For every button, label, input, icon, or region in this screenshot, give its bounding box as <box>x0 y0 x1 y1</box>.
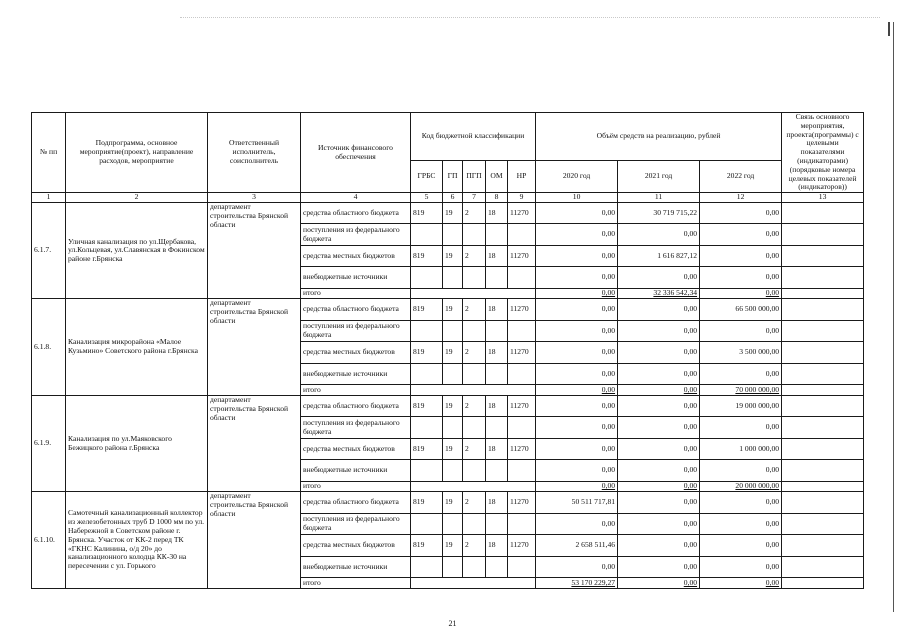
code-gp <box>443 267 463 289</box>
code-om: 18 <box>486 245 508 267</box>
code-pgp: 2 <box>463 492 486 514</box>
amount-2021: 0,00 <box>618 556 700 578</box>
code-gp: 19 <box>443 395 463 417</box>
amount-2020: 0,00 <box>536 438 618 460</box>
amount-2020: 50 511 717,81 <box>536 492 618 514</box>
table-row <box>32 492 864 514</box>
amount-2020: 0,00 <box>536 556 618 578</box>
indicator-link <box>782 224 864 246</box>
code-np: 11270 <box>508 395 536 417</box>
amount-2022: 0,00 <box>700 417 782 439</box>
indicator-link <box>782 288 864 299</box>
code-np <box>508 267 536 289</box>
code-pgp: 2 <box>463 245 486 267</box>
funding-source: средства областного бюджета <box>301 299 411 321</box>
code-np: 11270 <box>508 299 536 321</box>
scan-top-edge-specks <box>180 17 880 21</box>
total-2020: 0,00 <box>536 385 618 396</box>
header-code-group: Код бюджетной классификации <box>411 113 536 161</box>
amount-2022: 66 500 000,00 <box>700 299 782 321</box>
column-number: 2 <box>66 193 208 203</box>
column-number: 5 <box>411 193 443 203</box>
code-pgp <box>463 556 486 578</box>
indicator-link <box>782 395 864 417</box>
column-number: 9 <box>508 193 536 203</box>
indicator-link <box>782 299 864 321</box>
code-gp <box>443 513 463 535</box>
amount-2022: 0,00 <box>700 245 782 267</box>
code-gp: 19 <box>443 245 463 267</box>
code-grbs: 819 <box>411 438 443 460</box>
funding-source: поступления из федерального бюджета <box>301 513 411 535</box>
amount-2020: 0,00 <box>536 267 618 289</box>
code-pgp: 2 <box>463 202 486 224</box>
funding-source: средства областного бюджета <box>301 492 411 514</box>
total-label: итого <box>301 288 411 299</box>
code-gp <box>443 556 463 578</box>
code-pgp <box>463 267 486 289</box>
amount-2021: 0,00 <box>618 342 700 364</box>
amount-2020: 0,00 <box>536 417 618 439</box>
column-number: 8 <box>486 193 508 203</box>
code-np: 11270 <box>508 535 536 557</box>
code-np <box>508 513 536 535</box>
code-gp <box>443 363 463 385</box>
column-number: 7 <box>463 193 486 203</box>
code-gp: 19 <box>443 202 463 224</box>
amount-2021: 0,00 <box>618 513 700 535</box>
code-gp: 19 <box>443 535 463 557</box>
code-grbs: 819 <box>411 492 443 514</box>
code-om: 18 <box>486 342 508 364</box>
code-pgp: 2 <box>463 299 486 321</box>
header-2020: 2020 год <box>536 161 618 193</box>
amount-2021: 30 719 715,22 <box>618 202 700 224</box>
code-om: 18 <box>486 395 508 417</box>
code-om: 18 <box>486 438 508 460</box>
column-number: 13 <box>782 193 864 203</box>
header-num: № пп <box>32 113 66 193</box>
column-number: 1 <box>32 193 66 203</box>
amount-2020: 0,00 <box>536 202 618 224</box>
header-2021: 2021 год <box>618 161 700 193</box>
amount-2021: 0,00 <box>618 267 700 289</box>
code-grbs <box>411 556 443 578</box>
indicator-link <box>782 481 864 492</box>
code-om <box>486 460 508 482</box>
amount-2022: 0,00 <box>700 460 782 482</box>
row-number: 6.1.9. <box>32 395 66 492</box>
total-2022: 0,00 <box>700 578 782 589</box>
code-grbs <box>411 417 443 439</box>
total-2021: 0,00 <box>618 481 700 492</box>
amount-2022: 19 000 000,00 <box>700 395 782 417</box>
amount-2022: 0,00 <box>700 224 782 246</box>
measure-name: Канализация микрорайона «Малое Кузьмино» Советского района г.Брянска <box>66 299 208 396</box>
code-pgp <box>463 320 486 342</box>
executor: департамент строительства Брянской области <box>208 492 301 589</box>
code-om <box>486 513 508 535</box>
code-gp <box>443 460 463 482</box>
funding-source: поступления из федерального бюджета <box>301 224 411 246</box>
code-pgp <box>463 417 486 439</box>
budget-table <box>31 112 864 589</box>
header-volume-group: Объём средств на реализацию, рублей <box>536 113 782 161</box>
code-gp: 19 <box>443 342 463 364</box>
amount-2020: 0,00 <box>536 342 618 364</box>
total-label: итого <box>301 481 411 492</box>
funding-source: средства областного бюджета <box>301 202 411 224</box>
header-pgp: ПГП <box>463 161 486 193</box>
code-pgp <box>463 513 486 535</box>
indicator-link <box>782 556 864 578</box>
amount-2020: 0,00 <box>536 320 618 342</box>
funding-source: внебюджетные источники <box>301 267 411 289</box>
header-gp: ГП <box>443 161 463 193</box>
indicator-link <box>782 417 864 439</box>
page-number: 21 <box>448 619 457 628</box>
funding-source: внебюджетные источники <box>301 363 411 385</box>
code-gp: 19 <box>443 299 463 321</box>
column-number-row <box>32 193 864 203</box>
code-om: 18 <box>486 299 508 321</box>
indicator-link <box>782 363 864 385</box>
amount-2021: 0,00 <box>618 492 700 514</box>
total-codes <box>411 578 536 589</box>
executor: департамент строительства Брянской области <box>208 299 301 396</box>
header-source: Источник финансового обеспечения <box>301 113 411 193</box>
indicator-link <box>782 535 864 557</box>
amount-2021: 1 616 827,12 <box>618 245 700 267</box>
funding-source: внебюджетные источники <box>301 460 411 482</box>
code-pgp: 2 <box>463 395 486 417</box>
funding-source: поступления из федерального бюджета <box>301 320 411 342</box>
header-link: Связь основного мероприятия, проекта(программы) с целевыми показателями (индикаторами) (порядковые номера целевых показателей (индикаторов)) <box>782 113 864 193</box>
scan-right-edge-line <box>893 22 894 612</box>
amount-2022: 0,00 <box>700 492 782 514</box>
funding-source: средства местных бюджетов <box>301 342 411 364</box>
amount-2020: 0,00 <box>536 395 618 417</box>
header-program: Подпрограмма, основное мероприятие(проект), направление расходов, мероприятие <box>66 113 208 193</box>
amount-2022: 0,00 <box>700 320 782 342</box>
row-number: 6.1.7. <box>32 202 66 299</box>
column-number: 3 <box>208 193 301 203</box>
code-om <box>486 224 508 246</box>
funding-source: средства местных бюджетов <box>301 245 411 267</box>
funding-source: средства областного бюджета <box>301 395 411 417</box>
header-row-1 <box>32 113 864 161</box>
indicator-link <box>782 492 864 514</box>
table-row <box>32 299 864 321</box>
code-np <box>508 556 536 578</box>
column-number: 4 <box>301 193 411 203</box>
measure-name: Канализация по ул.Маяковского Бежицкого района г.Брянска <box>66 395 208 492</box>
indicator-link <box>782 385 864 396</box>
table-row <box>32 395 864 417</box>
column-number: 6 <box>443 193 463 203</box>
indicator-link <box>782 267 864 289</box>
code-pgp <box>463 224 486 246</box>
code-grbs: 819 <box>411 245 443 267</box>
funding-source: внебюджетные источники <box>301 556 411 578</box>
indicator-link <box>782 320 864 342</box>
code-grbs <box>411 224 443 246</box>
amount-2022: 0,00 <box>700 556 782 578</box>
code-grbs: 819 <box>411 202 443 224</box>
measure-name: Самотечный канализационный коллектор из железобетонных труб D 1000 мм по ул. Набережной в Советском районе г. Брянска. Участок от КК-2 перед ТК «ГКНС Калинина, о/д 20» до канализационного колодца КК-30 на пересечении с ул. Горького <box>66 492 208 589</box>
column-number: 11 <box>618 193 700 203</box>
code-np: 11270 <box>508 438 536 460</box>
header-om: ОМ <box>486 161 508 193</box>
code-gp: 19 <box>443 438 463 460</box>
total-codes <box>411 481 536 492</box>
code-pgp <box>463 363 486 385</box>
amount-2020: 0,00 <box>536 224 618 246</box>
amount-2021: 0,00 <box>618 224 700 246</box>
code-om: 18 <box>486 535 508 557</box>
indicator-link <box>782 202 864 224</box>
code-om <box>486 417 508 439</box>
amount-2021: 0,00 <box>618 320 700 342</box>
indicator-link <box>782 460 864 482</box>
total-codes <box>411 385 536 396</box>
amount-2021: 0,00 <box>618 535 700 557</box>
code-grbs <box>411 267 443 289</box>
code-grbs: 819 <box>411 299 443 321</box>
total-2022: 0,00 <box>700 288 782 299</box>
amount-2022: 0,00 <box>700 363 782 385</box>
code-np: 11270 <box>508 342 536 364</box>
header-grbs: ГРБС <box>411 161 443 193</box>
executor: департамент строительства Брянской области <box>208 202 301 299</box>
code-om <box>486 267 508 289</box>
total-2020: 53 170 229,27 <box>536 578 618 589</box>
scan-right-edge-tick <box>888 22 890 36</box>
code-pgp: 2 <box>463 535 486 557</box>
code-grbs: 819 <box>411 395 443 417</box>
code-grbs <box>411 363 443 385</box>
code-om: 18 <box>486 202 508 224</box>
amount-2022: 0,00 <box>700 267 782 289</box>
total-2021: 32 336 542,34 <box>618 288 700 299</box>
amount-2020: 0,00 <box>536 513 618 535</box>
header-np: НР <box>508 161 536 193</box>
header-2022: 2022 год <box>700 161 782 193</box>
code-om <box>486 556 508 578</box>
funding-source: средства местных бюджетов <box>301 535 411 557</box>
code-om <box>486 363 508 385</box>
row-number: 6.1.8. <box>32 299 66 396</box>
total-2020: 0,00 <box>536 481 618 492</box>
code-pgp <box>463 460 486 482</box>
indicator-link <box>782 513 864 535</box>
total-2022: 70 000 000,00 <box>700 385 782 396</box>
code-gp <box>443 320 463 342</box>
row-number: 6.1.10. <box>32 492 66 589</box>
total-2021: 0,00 <box>618 578 700 589</box>
executor: департамент строительства Брянской области <box>208 395 301 492</box>
code-np <box>508 224 536 246</box>
amount-2021: 0,00 <box>618 363 700 385</box>
measure-name: Уличная канализация по ул.Щербакова, ул.Кольцевая, ул.Славянская в Фокинском районе г.Брянска <box>66 202 208 299</box>
amount-2021: 0,00 <box>618 417 700 439</box>
code-grbs <box>411 320 443 342</box>
code-np: 11270 <box>508 492 536 514</box>
amount-2022: 0,00 <box>700 513 782 535</box>
amount-2020: 0,00 <box>536 460 618 482</box>
column-number: 10 <box>536 193 618 203</box>
code-om <box>486 320 508 342</box>
amount-2022: 0,00 <box>700 535 782 557</box>
amount-2020: 0,00 <box>536 245 618 267</box>
column-number: 12 <box>700 193 782 203</box>
amount-2021: 0,00 <box>618 299 700 321</box>
code-grbs <box>411 513 443 535</box>
funding-source: поступления из федерального бюджета <box>301 417 411 439</box>
total-label: итого <box>301 578 411 589</box>
code-grbs: 819 <box>411 535 443 557</box>
code-np: 11270 <box>508 245 536 267</box>
total-2020: 0,00 <box>536 288 618 299</box>
indicator-link <box>782 578 864 589</box>
amount-2020: 0,00 <box>536 363 618 385</box>
code-pgp: 2 <box>463 342 486 364</box>
code-np <box>508 417 536 439</box>
code-om: 18 <box>486 492 508 514</box>
code-np <box>508 460 536 482</box>
amount-2021: 0,00 <box>618 395 700 417</box>
code-gp: 19 <box>443 492 463 514</box>
code-gp <box>443 224 463 246</box>
amount-2021: 0,00 <box>618 438 700 460</box>
code-pgp: 2 <box>463 438 486 460</box>
total-2021: 0,00 <box>618 385 700 396</box>
header-executor: Ответственный исполнитель, соисполнитель <box>208 113 301 193</box>
indicator-link <box>782 245 864 267</box>
amount-2022: 0,00 <box>700 202 782 224</box>
code-np: 11270 <box>508 202 536 224</box>
amount-2022: 3 500 000,00 <box>700 342 782 364</box>
total-2022: 20 000 000,00 <box>700 481 782 492</box>
table-row <box>32 202 864 224</box>
funding-source: средства местных бюджетов <box>301 438 411 460</box>
indicator-link <box>782 342 864 364</box>
amount-2020: 2 658 511,46 <box>536 535 618 557</box>
code-np <box>508 320 536 342</box>
code-grbs: 819 <box>411 342 443 364</box>
amount-2022: 1 000 000,00 <box>700 438 782 460</box>
indicator-link <box>782 438 864 460</box>
code-gp <box>443 417 463 439</box>
code-grbs <box>411 460 443 482</box>
amount-2021: 0,00 <box>618 460 700 482</box>
total-label: итого <box>301 385 411 396</box>
code-np <box>508 363 536 385</box>
total-codes <box>411 288 536 299</box>
amount-2020: 0,00 <box>536 299 618 321</box>
